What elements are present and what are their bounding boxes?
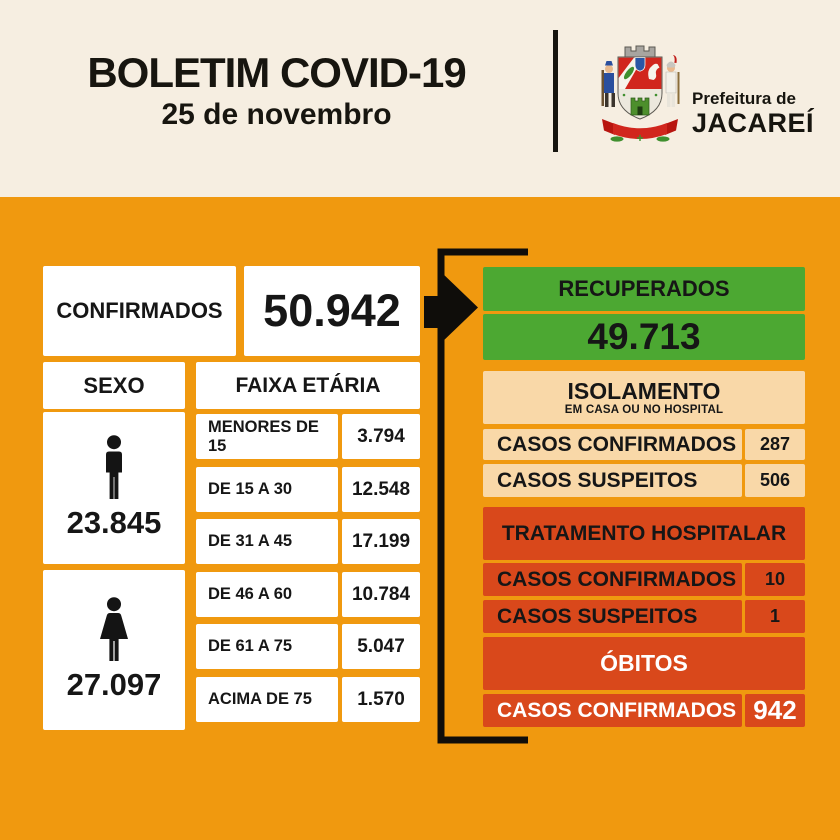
age-row-value-text: 1.570 bbox=[357, 688, 405, 710]
isolation-row-label-text: CASOS SUSPEITOS bbox=[497, 468, 698, 492]
confirmed-label-box bbox=[43, 266, 236, 356]
isolation-row-value-text: 287 bbox=[759, 434, 791, 454]
bulletin-title-block bbox=[0, 49, 553, 132]
female-icon bbox=[92, 597, 136, 661]
deaths-title-box bbox=[483, 637, 805, 690]
isolation-title: ISOLAMENTO bbox=[567, 378, 721, 405]
age-row-value bbox=[342, 414, 420, 459]
hospital-row-value bbox=[745, 600, 805, 633]
age-header: FAIXA ETÁRIA bbox=[235, 373, 381, 397]
age-header-box bbox=[196, 362, 420, 409]
deaths-title: ÓBITOS bbox=[600, 650, 688, 676]
isolation-row-label bbox=[483, 429, 742, 460]
header-divider bbox=[553, 30, 558, 152]
age-row-value-text: 3.794 bbox=[357, 425, 405, 447]
hospital-row-label bbox=[483, 563, 742, 596]
sex-header-box bbox=[43, 362, 185, 409]
page-title: BOLETIM COVID-19 bbox=[87, 49, 466, 96]
age-row-label bbox=[196, 519, 338, 564]
age-row-label-text: DE 46 A 60 bbox=[208, 585, 293, 603]
recovered-title-box bbox=[483, 267, 805, 311]
isolation-subtitle: EM CASA OU NO HOSPITAL bbox=[564, 403, 724, 416]
hospital-row-value-text: 1 bbox=[769, 606, 780, 626]
logo-text-line1: Prefeitura de bbox=[692, 89, 796, 108]
female-count-box bbox=[43, 570, 185, 730]
age-row-label-text: DE 61 A 75 bbox=[208, 637, 293, 655]
deaths-row-label-text: CASOS CONFIRMADOS bbox=[497, 698, 737, 722]
isolation-row-label bbox=[483, 464, 742, 497]
deaths-row-label bbox=[483, 694, 742, 727]
age-row-label bbox=[196, 677, 338, 722]
isolation-title-box bbox=[483, 371, 805, 424]
confirmed-value-box bbox=[244, 266, 420, 356]
hospital-row-value-text: 10 bbox=[764, 569, 786, 589]
age-row-value bbox=[342, 467, 420, 512]
isolation-row-label-text: CASOS CONFIRMADOS bbox=[497, 432, 737, 456]
hospital-title-box bbox=[483, 507, 805, 560]
age-row-value-text: 17.199 bbox=[351, 530, 411, 552]
recovered-value-box bbox=[483, 314, 805, 360]
male-count-box bbox=[43, 412, 185, 564]
isolation-row-value bbox=[745, 429, 805, 460]
age-row-label bbox=[196, 414, 338, 459]
age-row-label-text: MENORES DE 15 bbox=[208, 417, 319, 455]
female-value: 27.097 bbox=[66, 667, 162, 702]
isolation-row-value bbox=[745, 464, 805, 497]
age-row-label bbox=[196, 572, 338, 617]
age-row-value bbox=[342, 572, 420, 617]
city-logo bbox=[594, 42, 830, 154]
recovered-label: RECUPERADOS bbox=[558, 276, 730, 301]
header bbox=[0, 0, 840, 197]
hospital-row-label bbox=[483, 600, 742, 633]
deaths-row-value bbox=[745, 694, 805, 727]
page-date: 25 de novembro bbox=[161, 98, 392, 131]
age-row-value bbox=[342, 624, 420, 669]
male-value: 23.845 bbox=[66, 505, 162, 540]
hospital-row-value bbox=[745, 563, 805, 596]
age-row-label-text: DE 31 A 45 bbox=[208, 532, 293, 550]
logo-text bbox=[692, 90, 814, 138]
age-row-value-text: 5.047 bbox=[357, 635, 405, 657]
age-row-label-text: ACIMA DE 75 bbox=[208, 690, 312, 708]
age-row-label-text: DE 15 A 30 bbox=[208, 480, 293, 498]
age-row-label bbox=[196, 624, 338, 669]
age-row-value-text: 12.548 bbox=[351, 478, 411, 500]
isolation-row-value-text: 506 bbox=[759, 470, 791, 490]
age-row-value bbox=[342, 519, 420, 564]
confirmed-value: 50.942 bbox=[263, 285, 401, 336]
hospital-row-label-text: CASOS SUSPEITOS bbox=[497, 604, 698, 628]
confirmed-label: CONFIRMADOS bbox=[56, 298, 223, 323]
recovered-value: 49.713 bbox=[587, 316, 701, 357]
hospital-row-label-text: CASOS CONFIRMADOS bbox=[497, 567, 737, 591]
right-arrow-icon bbox=[424, 271, 478, 344]
logo-text-line2: JACAREÍ bbox=[692, 107, 815, 138]
age-row-label bbox=[196, 467, 338, 512]
age-row-value-text: 10.784 bbox=[351, 583, 411, 605]
age-row-value bbox=[342, 677, 420, 722]
jacarei-crest-icon bbox=[594, 42, 686, 144]
male-icon bbox=[96, 435, 132, 499]
deaths-row-value-text: 942 bbox=[753, 695, 797, 725]
hospital-title: TRATAMENTO HOSPITALAR bbox=[501, 521, 787, 545]
sex-header: SEXO bbox=[83, 372, 145, 398]
